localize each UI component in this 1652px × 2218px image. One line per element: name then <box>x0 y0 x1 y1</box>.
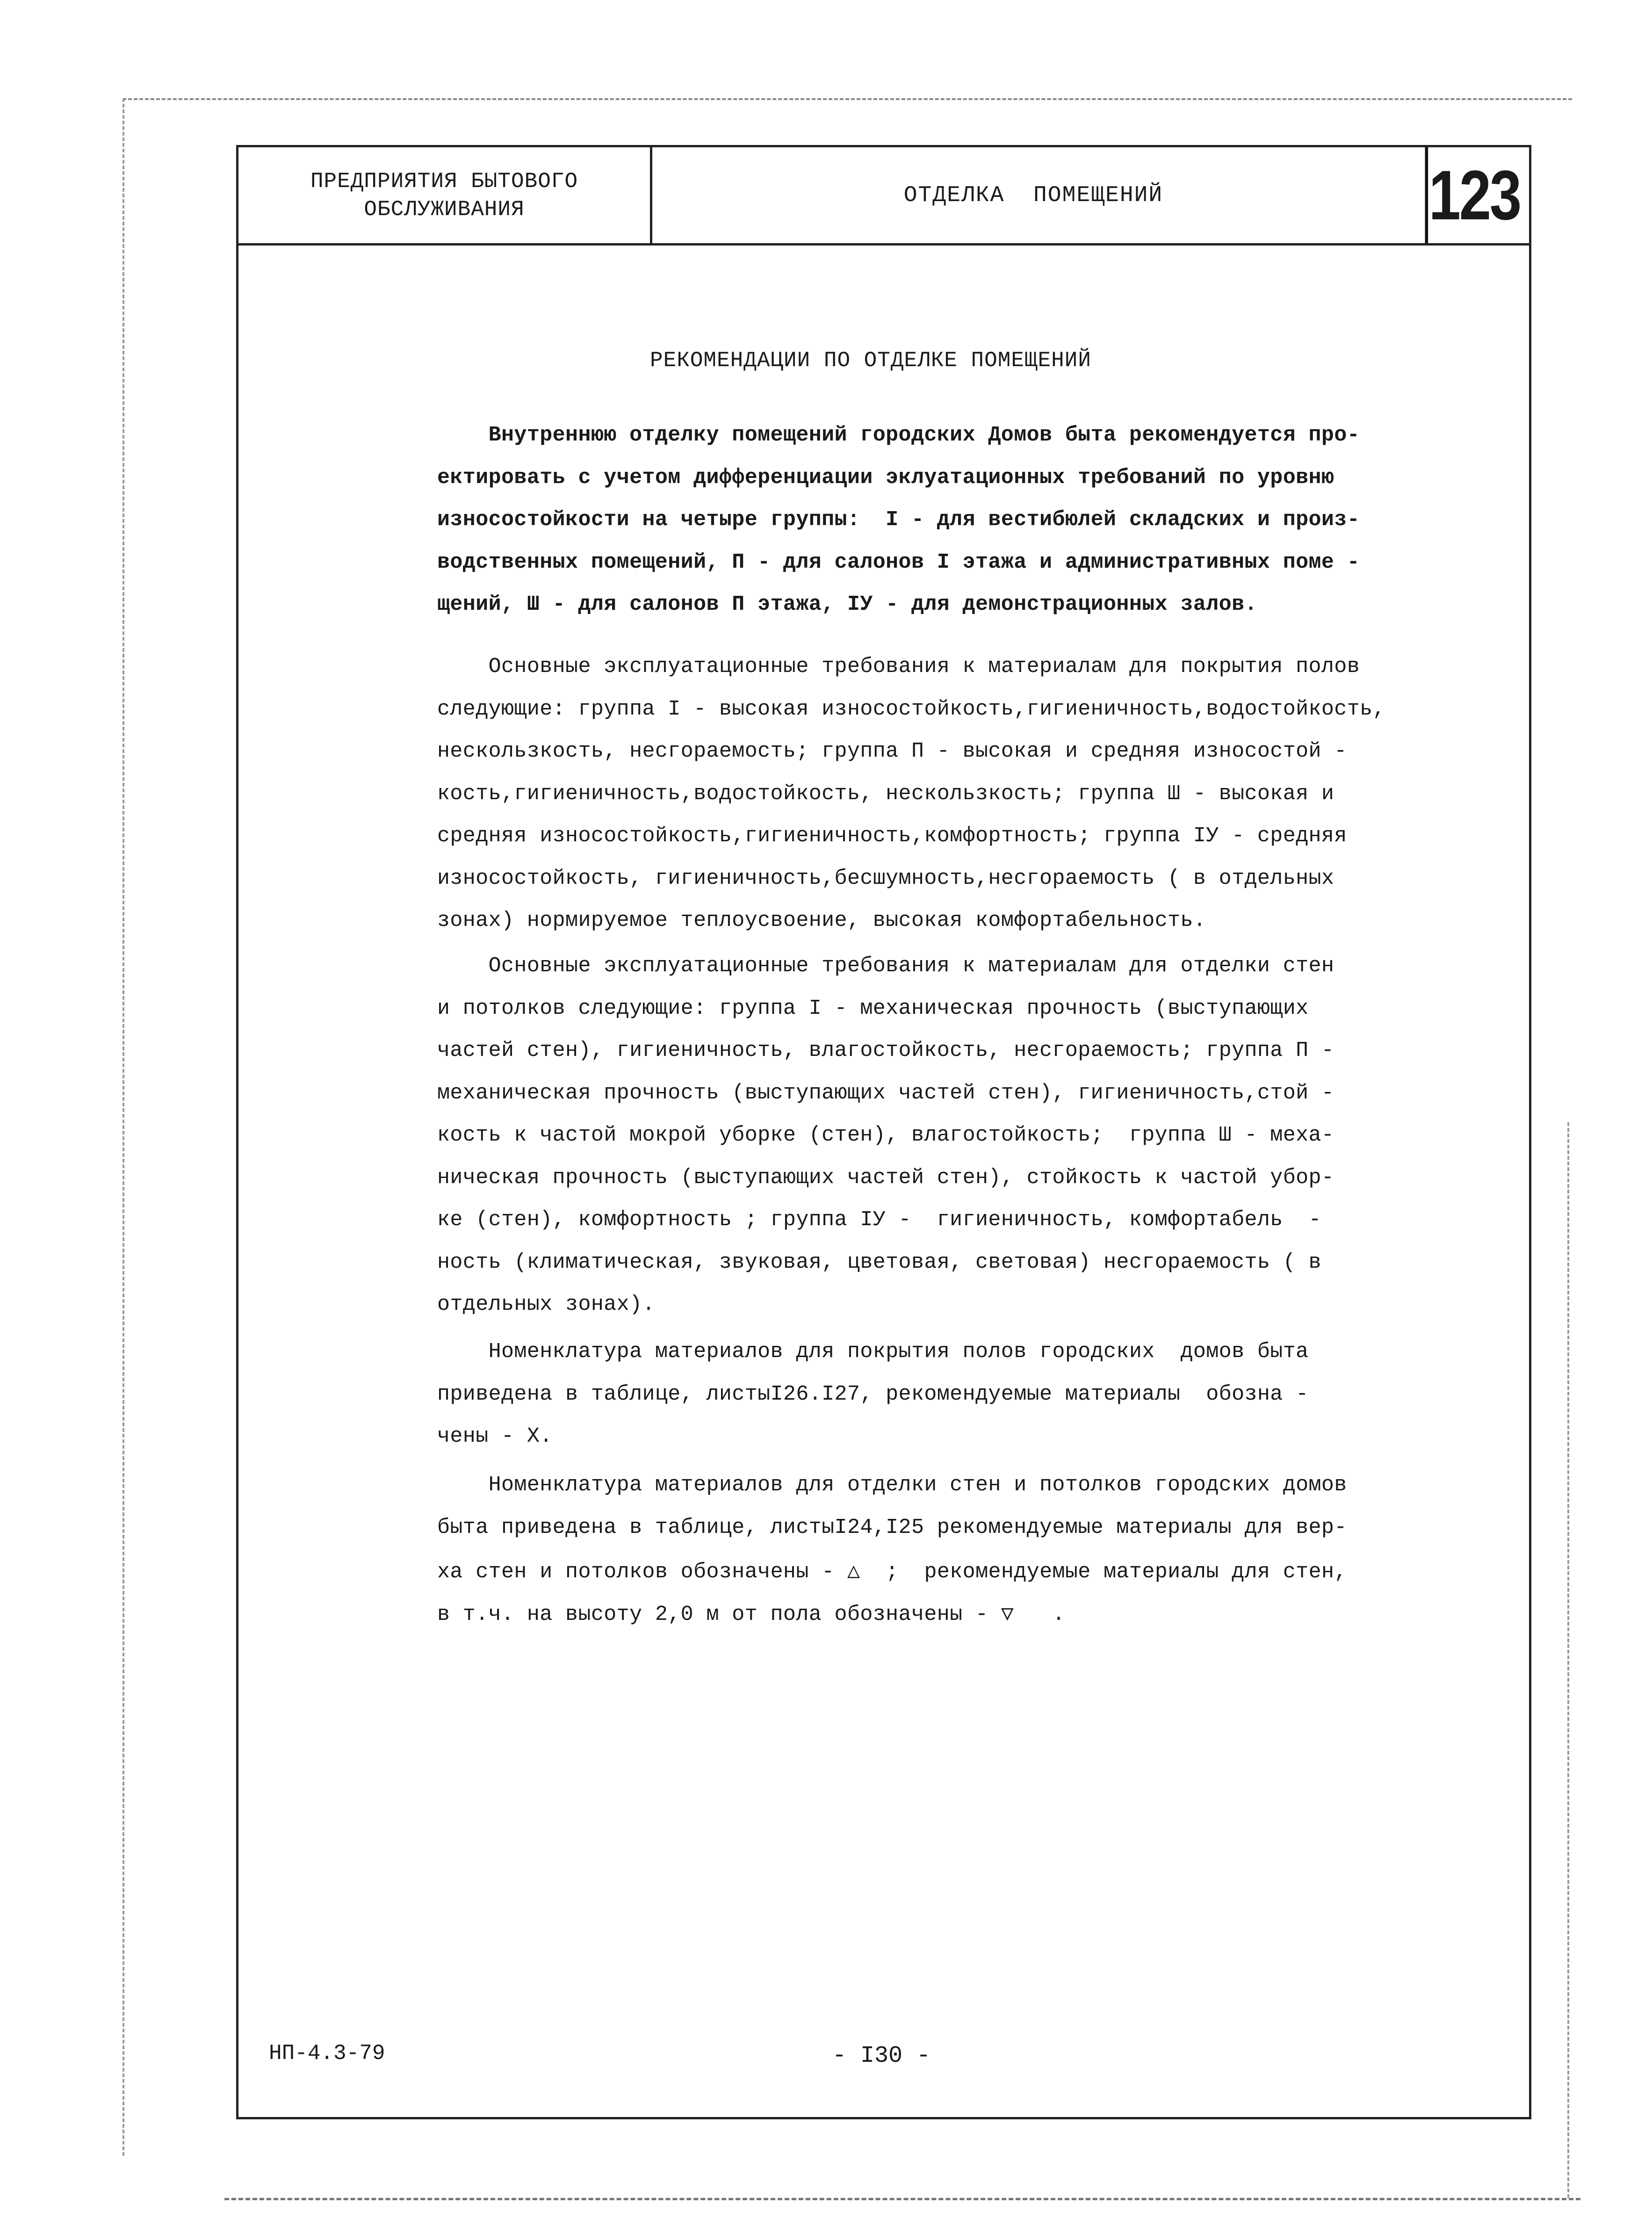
paragraph-2-line: Основные эксплуатационные требования к материалам для покрытия полов <box>437 655 1360 679</box>
paragraph-3-line: ке (стен), комфортность ; группа IУ - гигиеничность, комфортабель - <box>437 1208 1321 1232</box>
paragraph-5-line: быта приведена в таблице, листыI24,I25 рекомендуемые материалы для вер- <box>437 1516 1347 1539</box>
paragraph-1-line: износостойкости на четыре группы: I - для вестибюлей складских и произ- <box>437 508 1360 532</box>
paragraph-1-line: ектировать с учетом дифференциации эклуатационных требований по уровню <box>437 466 1335 490</box>
paragraph-1-line: водственных помещений, П - для салонов I этажа и административных поме - <box>437 550 1360 574</box>
scan-border-left <box>123 98 124 2156</box>
paragraph-3-line: Основные эксплуатационные требования к материалам для отделки стен <box>437 954 1335 978</box>
paragraph-2-line: износостойкость, гигиеничность,бесшумность,несгораемость ( в отдельных <box>437 867 1335 890</box>
paragraph-2-line: средняя износостойкость,гигиеничность,комфортность; группа IУ - средняя <box>437 824 1347 848</box>
paragraph-5-line: в т.ч. на высоту 2,0 м от пола обозначены - ▽ . <box>437 1603 1065 1626</box>
scan-border-right <box>1567 1122 1569 2198</box>
paragraph-1-line: щений, Ш - для салонов П этажа, IУ - для демонстрационных залов. <box>437 592 1257 616</box>
paragraph-3-line: отдельных зонах). <box>437 1293 655 1316</box>
organization-line-1: ПРЕДПРИЯТИЯ БЫТОВОГО <box>310 169 578 194</box>
paragraph-2-line: следующие: группа I - высокая износостойкость,гигиеничность,водостойкость, <box>437 697 1385 721</box>
paragraph-2-line: зонах) нормируемое теплоусвоение, высокая комфортабельность. <box>437 909 1206 932</box>
paragraph-4-line: чены - Х. <box>437 1424 553 1448</box>
paragraph-3-line: кость к частой мокрой уборке (стен), влагостойкость; группа Ш - меха- <box>437 1123 1335 1147</box>
sheet-number: 123 <box>1425 147 1521 243</box>
paragraph-5-line: ха стен и потолков обозначены - △ ; рекомендуемые материалы для стен, <box>437 1560 1347 1584</box>
organization-cell <box>238 147 652 243</box>
paragraph-3-line: ность (климатическая, звуковая, цветовая, световая) несгораемость ( в <box>437 1250 1321 1274</box>
paragraph-1-line: Внутреннюю отделку помещений городских Домов быта рекомендуется про- <box>437 423 1360 447</box>
paragraph-4-line: Номенклатура материалов для покрытия полов городских домов быта <box>437 1340 1309 1364</box>
title-block <box>238 147 1529 246</box>
paragraph-4-line: приведена в таблице, листыI26.I27, рекомендуемые материалы обозна - <box>437 1382 1309 1406</box>
scan-border-top <box>123 98 1572 100</box>
organization-line-2: ОБСЛУЖИВАНИЯ <box>364 197 525 222</box>
paragraph-3-line: ническая прочность (выступающих частей стен), стойкость к частой убор- <box>437 1166 1335 1190</box>
paragraph-3-line: и потолков следующие: группа I - механическая прочность (выступающих <box>437 997 1309 1020</box>
paragraph-5-line: Номенклатура материалов для отделки стен и потолков городских домов <box>437 1473 1347 1497</box>
paragraph-2-line: кость,гигиеничность,водостойкость, нескользкость; группа Ш - высокая и <box>437 782 1335 806</box>
document-code: НП-4.3-79 <box>269 2041 385 2066</box>
section-title: ОТДЕЛКА ПОМЕЩЕНИЙ <box>903 182 1163 208</box>
document-title: РЕКОМЕНДАЦИИ ПО ОТДЕЛКЕ ПОМЕЩЕНИЙ <box>650 348 1091 373</box>
scan-border-bottom <box>224 2198 1580 2200</box>
paragraph-3-line: частей стен), гигиеничность, влагостойкость, несгораемость; группа П - <box>437 1039 1335 1062</box>
paragraph-3-line: механическая прочность (выступающих частей стен), гигиеничность,стой - <box>437 1081 1335 1105</box>
page-number: - I30 - <box>832 2043 931 2069</box>
paragraph-2-line: нескользкость, несгораемость; группа П - высокая и средняя износостой - <box>437 739 1347 763</box>
section-title-cell <box>652 147 1414 243</box>
